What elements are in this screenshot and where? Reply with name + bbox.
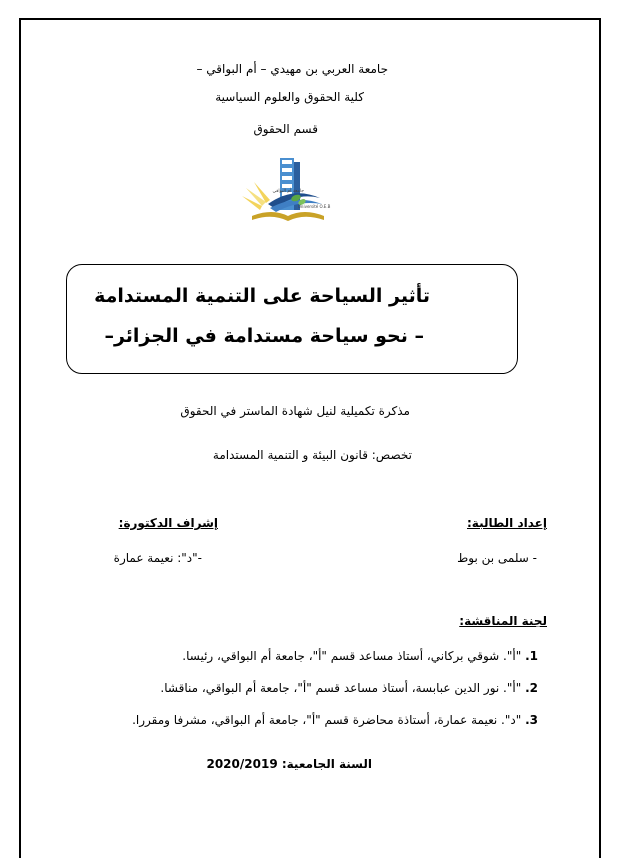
member-number: 2.	[525, 681, 538, 695]
university-name: جامعة العربي بن مهيدي – أم البواقي –	[196, 62, 388, 76]
page-border	[19, 18, 601, 858]
supervisor-label: إشراف الدكتورة:	[118, 516, 218, 530]
academic-year-label: السنة الجامعية:	[281, 757, 372, 771]
member-number: 1.	[525, 649, 538, 663]
faculty-name: كلية الحقوق والعلوم السياسية	[215, 90, 364, 104]
committee-member	[132, 713, 538, 727]
title-box	[66, 264, 518, 374]
university-logo	[238, 148, 338, 226]
member-number: 3.	[525, 713, 538, 727]
student-name: - سلمى بن بوط	[457, 551, 537, 565]
supervisor-name: -"د": نعيمة عمارة	[113, 551, 202, 565]
academic-year	[206, 757, 372, 771]
member-text: "أ". نور الدين عبابسة، أستاذ مساعد قسم "أ"، جامعة أم البواقي، مناقشا.	[160, 681, 522, 695]
thesis-purpose: مذكرة تكميلية لنيل شهادة الماستر في الحقوق	[180, 404, 410, 418]
logo-caption-ar: جامعة أم البواقي	[272, 189, 304, 194]
committee-member	[182, 649, 538, 663]
thesis-title-line1: تأثير السياحة على التنمية المستدامة	[94, 285, 430, 307]
book-icon	[252, 212, 324, 221]
department-name: قسم الحقوق	[253, 122, 318, 136]
sun-rays-icon	[242, 182, 270, 210]
logo-caption-latin: Université O.E.B	[298, 204, 331, 209]
committee-member	[160, 681, 538, 695]
thesis-title-line2: – نحو سياحة مستدامة في الجزائر–	[104, 325, 424, 347]
student-label: إعداد الطالبة:	[467, 516, 547, 530]
academic-year-value: 2020/2019	[206, 757, 278, 771]
member-text: "أ". شوقي بركاني، أستاذ مساعد قسم "أ"، جامعة أم البواقي، رئيسا.	[182, 649, 522, 663]
thesis-specialty: تخصص: قانون البيئة و التنمية المستدامة	[212, 448, 412, 462]
member-text: "د". نعيمة عمارة، أستاذة محاضرة قسم "أ"، جامعة أم البواقي، مشرفا ومقررا.	[132, 713, 522, 727]
committee-label: لجنة المناقشة:	[459, 614, 547, 628]
